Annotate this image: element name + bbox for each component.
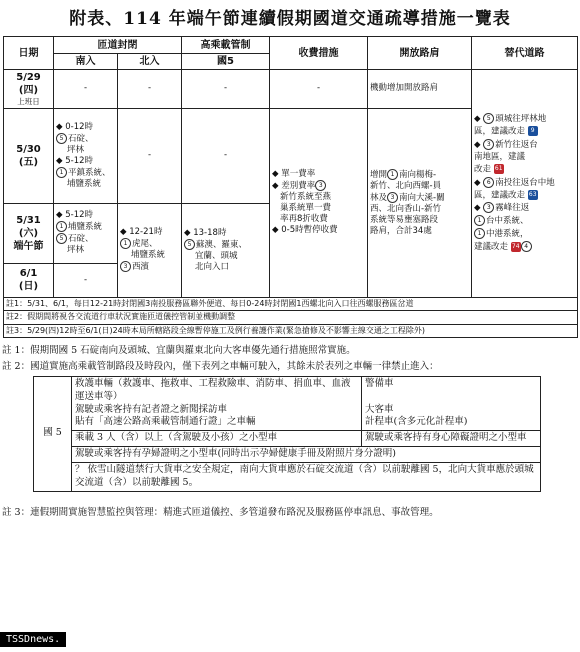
date-cell: 5/30 (五) <box>4 108 54 203</box>
south-cell: - <box>54 263 118 297</box>
header-ramp-closure: 匝道封閉 <box>54 37 182 54</box>
route-1-icon: 1 <box>56 167 67 178</box>
header-date: 日期 <box>4 37 54 70</box>
sub-label: 國 5 <box>34 377 72 492</box>
route-5-icon: 5 <box>56 233 67 244</box>
header-toll: 收費措施 <box>270 37 368 70</box>
south-cell: ◆ 0-12時 5 石碇、 坪林 ◆ 5-12時 1 平鎮系統、 埔鹽系統 <box>54 108 118 203</box>
highway-74-icon: 74 <box>511 242 520 250</box>
sub-cell: ？ 依雪山隧道禁行大貨車之安全規定，南向大貨車應於石碇交流道（含）以前駛離國 5，北向大貨車應於頭城交流道（含）以前駛離國 5。 <box>72 462 541 491</box>
sub-cell: 駕駛或乘客持有身心障礙證明之小型車 <box>362 431 541 447</box>
hov-cell: - <box>182 108 270 203</box>
route-1-icon: 1 <box>120 238 131 249</box>
route-3-icon: 3 <box>483 139 494 150</box>
traffic-measures-table <box>3 36 578 338</box>
route-1-icon: 1 <box>474 228 485 239</box>
header-alternative: 替代道路 <box>472 37 578 70</box>
page-title: 附表、114 年端午節連續假期國道交通疏導措施一覽表 <box>69 9 511 29</box>
route-3-icon: 3 <box>315 180 326 191</box>
date-cell: 5/31 (六) 端午節 <box>4 203 54 263</box>
highway-61-icon: 61 <box>494 165 503 173</box>
route-5-icon: 5 <box>184 239 195 250</box>
header-national5: 國5 <box>182 54 270 70</box>
note-2: 註2：假期間將視各交流道行車狀況實施匝道儀控管制並機動調整 <box>4 311 578 324</box>
hov-cell: ◆ 13-18時 5 蘇澳、羅東、 宜蘭、頭城 北向入口 <box>182 203 270 297</box>
sub-cell: 駕駛或乘客持有孕婦證明之小型車(同時出示孕婦健康手冊及附照片身分證明) <box>72 447 541 463</box>
footnote-1: 註 1：假期間國 5 石碇南向及頭城、宜蘭與羅東北向大客車優先通行措施照常實施。 <box>2 345 356 356</box>
route-3-icon: 3 <box>120 261 131 272</box>
hov-cell: - <box>182 70 270 109</box>
route-3-icon: 3 <box>387 192 398 203</box>
toll-cell: - <box>270 70 368 109</box>
route-3-icon: 3 <box>483 202 494 213</box>
highway-63-icon: 63 <box>528 190 537 198</box>
south-cell: ◆ 5-12時 1 埔鹽系統 5 石碇、 坪林 <box>54 203 118 263</box>
alternative-cell: ◆ 5 頭城往坪林地 區，建議改走 9 ◆ 3 新竹往返台 南地區，建議 改走 61 ◆ 6 南投往返台中地 區，建議改走 63 ◆ 3 霧峰往返 1 台中系統、 1 中港系統， 建議改走 74 4 <box>472 70 578 298</box>
hov-vehicles-table <box>33 376 541 492</box>
shoulder-cell: 機動增加開放路肩 <box>368 70 472 109</box>
note-1: 註1：5/31、6/1，每日12-21時封閉國3南投服務區聯外便道、每日0-24時封閉國1西螺北向入口往西螺服務區岔道 <box>4 297 578 310</box>
header-northbound: 北入 <box>118 54 182 70</box>
north-cell: - <box>118 108 182 203</box>
site-logo: TSSDnews. <box>0 632 66 647</box>
north-cell: - <box>118 70 182 109</box>
route-6-icon: 6 <box>483 177 494 188</box>
route-5-icon: 5 <box>483 113 494 124</box>
sub-cell: 乘載 3 人（含）以上（含駕駛及小孩）之小型車 <box>72 431 362 447</box>
footnote-3: 註 3：連假期間實施智慧監控與管理：精進式匝道儀控、多管道發布路況及服務區停車訊息、事故管理。 <box>2 507 439 518</box>
footnote-2: 註 2：國道實施高乘載管制路段及時段內，僅下表列之車輛可駛入，其餘未於表列之車輛一律禁止進入： <box>2 361 439 372</box>
header-shoulder: 開放路肩 <box>368 37 472 70</box>
header-hov: 高乘載管制 <box>182 37 270 54</box>
sub-cell: 救護車輛（救護車、拖救車、工程救險車、消防車、捐血車、血液運送車等） 駕駛或乘客持有記者證之新聞採訪車 貼有「高速公路高乘載管制通行證」之車輛 <box>72 377 362 431</box>
toll-cell: ◆ 單一費率 ◆ 差別費率 3 新竹系統至燕 巢系統單一費 率再8折收費 ◆ 0-5時暫停收費 <box>270 108 368 297</box>
north-cell: ◆ 12-21時 1 虎尾、 埔鹽系統 3 西濱 <box>118 203 182 297</box>
date-cell: 6/1 (日) <box>4 263 54 297</box>
sub-cell: 警備車 大客車 計程車(含多元化計程車) <box>362 377 541 431</box>
route-1-icon: 1 <box>56 221 67 232</box>
route-1-icon: 1 <box>474 215 485 226</box>
highway-9-icon: 9 <box>528 126 538 136</box>
date-cell: 5/29 (四) 上班日 <box>4 70 54 109</box>
header-southbound: 南入 <box>54 54 118 70</box>
south-cell: - <box>54 70 118 109</box>
note-3: 註3：5/29(四)12時至6/1(日)24時本局所轄路段全線暫停施工及例行養護作業(緊急搶修及不影響主線交通之工程除外) <box>4 324 578 337</box>
route-4-icon: 4 <box>521 241 532 252</box>
shoulder-cell: 增開 1 南向楊梅- 新竹、北向西螺-員 林及 3 南向大溪-關 西、北向香山-新竹 系統等易壅塞路段 路肩，合計34處 <box>368 108 472 297</box>
route-1-icon: 1 <box>387 169 398 180</box>
route-5-icon: 5 <box>56 133 67 144</box>
